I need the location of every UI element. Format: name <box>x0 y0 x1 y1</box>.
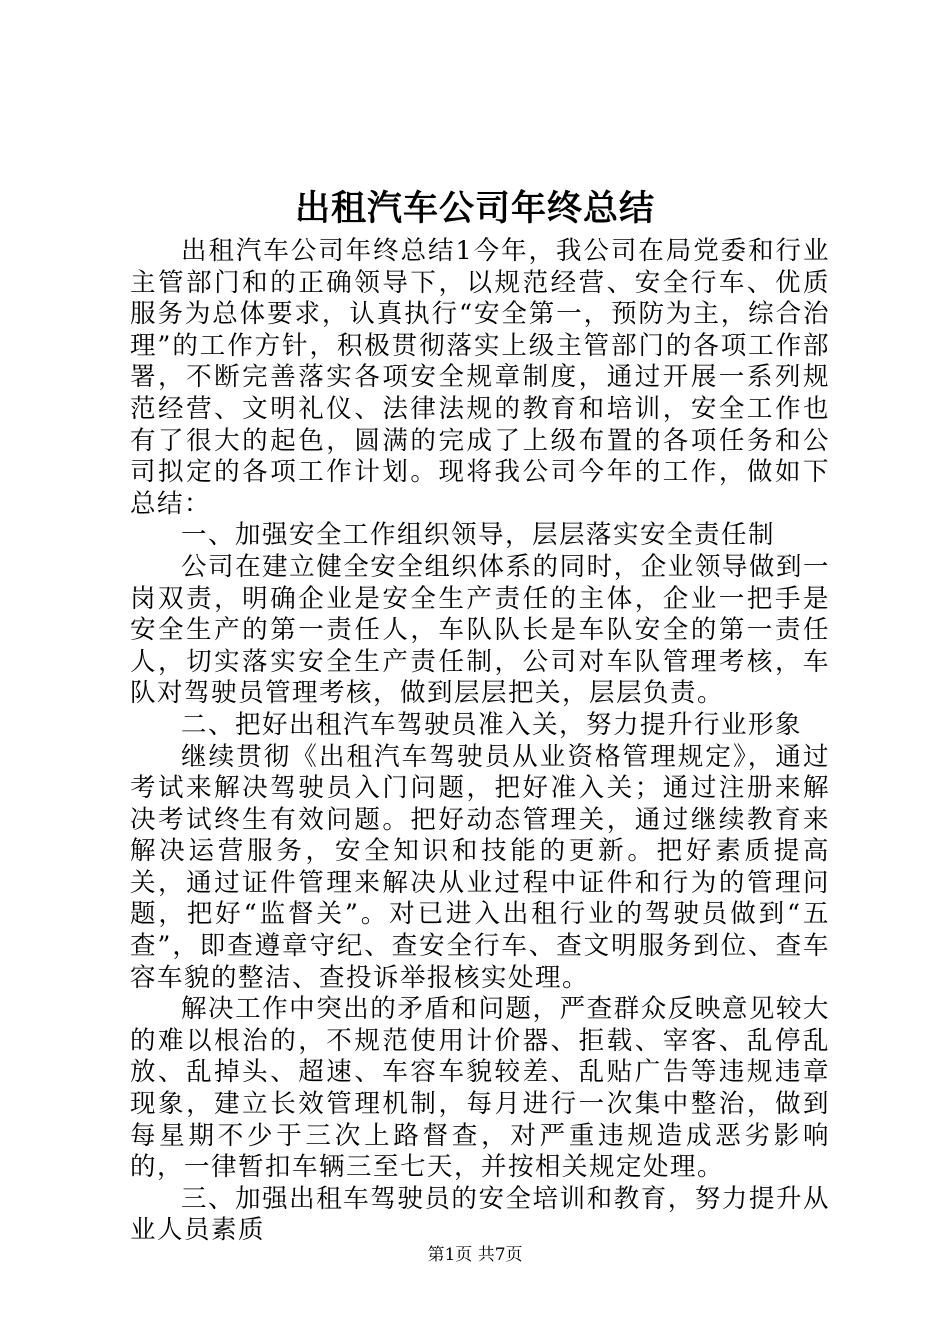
document-title: 出租汽车公司年终总结 <box>294 188 655 229</box>
section-heading-2: 二、把好出租汽车驾驶员准入关，努力提升行业形象 <box>181 709 803 740</box>
paragraph-section-1: 公司在建立健全安全组织体系的同时，企业领导做到一岗双责，明确企业是安全生产责任的主体，企业一把手是安全生产的第一责任人，车队队长是车队安全的第一责任人，切实落实安全生产责任制，公司对车队管理考核，车队对驾驶员管理考核，做到层层把关，层层负责。 <box>130 551 830 709</box>
document-body <box>130 236 830 1247</box>
page-footer: 第1页 共7页 <box>427 1245 523 1265</box>
paragraph-section-2-b: 解决工作中突出的矛盾和问题，严查群众反映意见较大的难以根治的，不规范使用计价器、拒载、宰客、乱停乱放、乱掉头、超速、车容车貌较差、乱贴广告等违规违章现象，建立长效管理机制，每月进行一次集中整治，做到每星期不少于三次上路督查，对严重违规造成恶劣影响的，一律暂扣车辆三至七天，并按相关规定处理。 <box>130 994 830 1183</box>
paragraph-intro: 出租汽车公司年终总结1今年，我公司在局党委和行业主管部门和的正确领导下，以规范经营、安全行车、优质服务为总体要求，认真执行“安全第一，预防为主，综合治理”的工作方针，积极贯彻落实上级主管部门的各项工作部署，不断完善落实各项安全规章制度，通过开展一系列规范经营、文明礼仪、法律法规的教育和培训，安全工作也有了很大的起色，圆满的完成了上级布置的各项任务和公司拟定的各项工作计划。现将我公司今年的工作，做如下总结： <box>130 236 830 519</box>
section-heading-3: 三、加强出租车驾驶员的安全培训和教育，努力提升从业人员素质 <box>130 1183 830 1246</box>
section-heading-1: 一、加强安全工作组织领导，层层落实安全责任制 <box>181 520 776 551</box>
paragraph-section-2-a: 继续贯彻《出租汽车驾驶员从业资格管理规定》，通过考试来解决驾驶员入门问题，把好准入关；通过注册来解决考试终生有效问题。把好动态管理关，通过继续教育来解决运营服务，安全知识和技能的更新。把好素质提高关，通过证件管理来解决从业过程中证件和行为的管理问题，把好“监督关”。对已进入出租行业的驾驶员做到“五查”，即查遵章守纪、查安全行车、查文明服务到位、查车容车貌的整洁、查投诉举报核实处理。 <box>130 741 830 993</box>
